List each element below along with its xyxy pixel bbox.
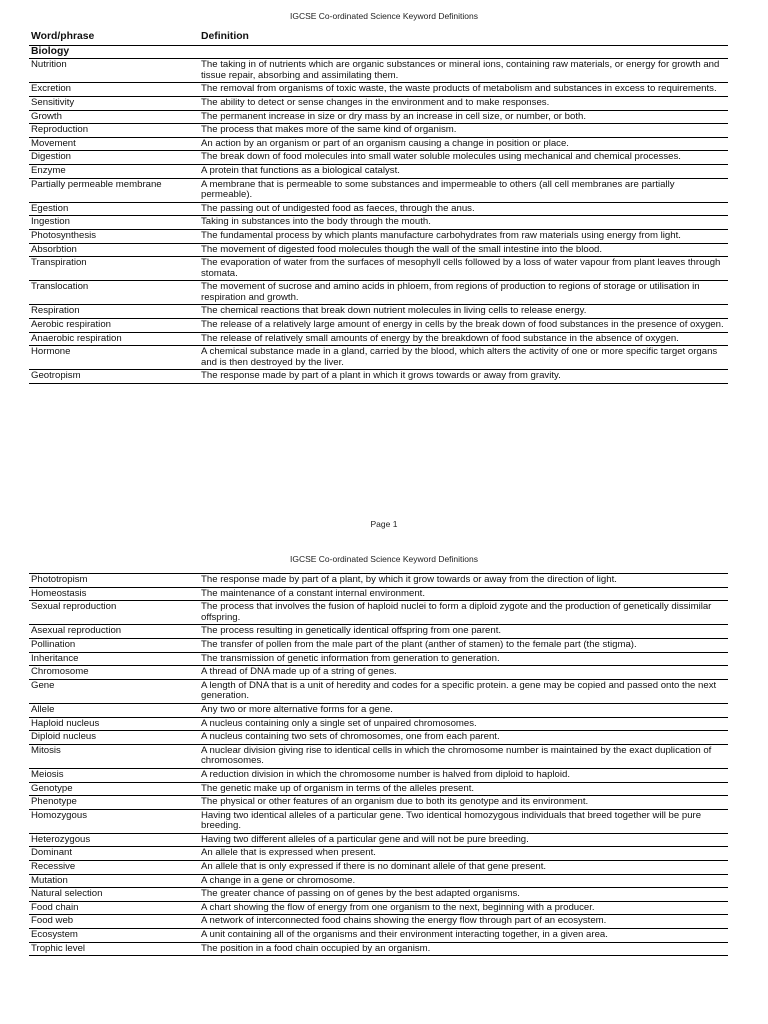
keyword-definition: A thread of DNA made up of a string of genes. [199, 666, 728, 680]
table-row [29, 216, 728, 230]
keyword-term: Gene [29, 679, 199, 703]
keyword-term: Genotype [29, 782, 199, 796]
keyword-definition: An allele that is expressed when present. [199, 847, 728, 861]
keyword-definition: Having two different alleles of a particular gene and will not be pure breeding. [199, 833, 728, 847]
keyword-term: Egestion [29, 202, 199, 216]
section-heading: Biology [29, 45, 199, 59]
table-row [29, 151, 728, 165]
table-row [29, 796, 728, 810]
keyword-definition: An allele that is only expressed if there is no dominant allele of that gene present. [199, 861, 728, 875]
keyword-definition: The genetic make up of organism in terms of the alleles present. [199, 782, 728, 796]
table-row [29, 587, 728, 601]
table-row [29, 666, 728, 680]
section-heading-row [29, 45, 728, 59]
keyword-term: Homeostasis [29, 587, 199, 601]
keyword-definition: The fundamental process by which plants manufacture carbohydrates from raw materials using energy from light. [199, 229, 728, 243]
keyword-definition: The break down of food molecules into small water soluble molecules using mechanical and chemical processes. [199, 151, 728, 165]
keyword-definition: The movement of sucrose and amino acids in phloem, from regions of production to regions of storage or utilisation in respiration and growth. [199, 281, 728, 305]
keyword-definition: A nucleus containing two sets of chromosomes, one from each parent. [199, 731, 728, 745]
table-row [29, 96, 728, 110]
table-row [29, 346, 728, 370]
table-row [29, 744, 728, 768]
table-row [29, 137, 728, 151]
table-row [29, 243, 728, 257]
keyword-definition: The position in a food chain occupied by an organism. [199, 942, 728, 956]
keyword-definition: The transfer of pollen from the male part of the plant (anther of stamen) to the female part (the stigma). [199, 638, 728, 652]
keyword-definition: The greater chance of passing on of genes by the best adapted organisms. [199, 888, 728, 902]
keyword-term: Meiosis [29, 768, 199, 782]
keyword-term: Chromosome [29, 666, 199, 680]
table-row [29, 717, 728, 731]
keyword-definition: A protein that functions as a biological catalyst. [199, 164, 728, 178]
table-row [29, 257, 728, 281]
table-row [29, 782, 728, 796]
keyword-term: Partially permeable membrane [29, 178, 199, 202]
keyword-term: Trophic level [29, 942, 199, 956]
table-row [29, 305, 728, 319]
keyword-term: Aerobic respiration [29, 319, 199, 333]
table-row [29, 625, 728, 639]
keyword-definition: The process that involves the fusion of haploid nuclei to form a diploid zygote and the production of genetically dissimilar offspring. [199, 601, 728, 625]
keyword-term: Enzyme [29, 164, 199, 178]
keyword-term: Geotropism [29, 370, 199, 384]
keyword-definition: A network of interconnected food chains showing the energy flow through part of an ecosystem. [199, 915, 728, 929]
keyword-definition: A chart showing the flow of energy from one organism to the next, beginning with a producer. [199, 901, 728, 915]
table-row [29, 929, 728, 943]
keyword-term: Sexual reproduction [29, 601, 199, 625]
keyword-term: Natural selection [29, 888, 199, 902]
keyword-definition: A unit containing all of the organisms and their environment interacting together, in a given area. [199, 929, 728, 943]
keyword-definition: The removal from organisms of toxic waste, the waste products of metabolism and substances in excess to requirements. [199, 83, 728, 97]
keyword-definition: The ability to detect or sense changes in the environment and to make responses. [199, 96, 728, 110]
keyword-definition: Having two identical alleles of a particular gene. Two identical homozygous individuals that breed together will be pure breeding. [199, 809, 728, 833]
table-row [29, 847, 728, 861]
table-row [29, 178, 728, 202]
page-2-header: IGCSE Co-ordinated Science Keyword Definitions [289, 554, 479, 564]
column-header-definition: Definition [199, 30, 728, 45]
table-row [29, 942, 728, 956]
keyword-definition: The physical or other features of an organism due to both its genotype and its environment. [199, 796, 728, 810]
keyword-definition: A reduction division in which the chromosome number is halved from diploid to haploid. [199, 768, 728, 782]
table-row [29, 833, 728, 847]
keyword-definition: The maintenance of a constant internal environment. [199, 587, 728, 601]
table-row [29, 319, 728, 333]
keyword-term: Food web [29, 915, 199, 929]
table-row [29, 59, 728, 83]
table-row [29, 768, 728, 782]
keyword-definition: The response made by part of a plant, by which it grow towards or away from the direction of light. [199, 574, 728, 588]
keyword-term: Anaerobic respiration [29, 332, 199, 346]
keyword-definition: The transmission of genetic information from generation to generation. [199, 652, 728, 666]
table-row [29, 83, 728, 97]
keyword-term: Phototropism [29, 574, 199, 588]
keyword-definition: A membrane that is permeable to some substances and impermeable to others (all cell membranes are partially permeable). [199, 178, 728, 202]
keyword-term: Photosynthesis [29, 229, 199, 243]
keyword-term: Diploid nucleus [29, 731, 199, 745]
definitions-table-page-1 [29, 30, 728, 384]
keyword-term: Movement [29, 137, 199, 151]
keyword-definition: The process resulting in genetically identical offspring from one parent. [199, 625, 728, 639]
column-header-word: Word/phrase [29, 30, 199, 45]
keyword-definition: The passing out of undigested food as faeces, through the anus. [199, 202, 728, 216]
keyword-definition: A nucleus containing only a single set of unpaired chromosomes. [199, 717, 728, 731]
table-row [29, 809, 728, 833]
table-row [29, 901, 728, 915]
keyword-term: Digestion [29, 151, 199, 165]
keyword-definition: The taking in of nutrients which are organic substances or mineral ions, containing raw materials, or energy for growth and tissue repair, absorbing and assimilating them. [199, 59, 728, 83]
keyword-term: Phenotype [29, 796, 199, 810]
keyword-term: Homozygous [29, 809, 199, 833]
keyword-definition: Any two or more alternative forms for a gene. [199, 703, 728, 717]
keyword-definition: The chemical reactions that break down nutrient molecules in living cells to release energy. [199, 305, 728, 319]
keyword-definition: The permanent increase in size or dry mass by an increase in cell size, or number, or both. [199, 110, 728, 124]
table-row [29, 915, 728, 929]
table-row [29, 124, 728, 138]
keyword-definition: Taking in substances into the body through the mouth. [199, 216, 728, 230]
keyword-term: Ecosystem [29, 929, 199, 943]
keyword-definition: A length of DNA that is a unit of heredity and codes for a specific protein. a gene may be copied and passed onto the next generation. [199, 679, 728, 703]
keyword-term: Translocation [29, 281, 199, 305]
keyword-definition: A chemical substance made in a gland, carried by the blood, which alters the activity of one or more specific target organs and is then destroyed by the liver. [199, 346, 728, 370]
definitions-table-page-2 [29, 573, 728, 956]
table-row [29, 874, 728, 888]
keyword-term: Transpiration [29, 257, 199, 281]
keyword-definition: A change in a gene or chromosome. [199, 874, 728, 888]
keyword-term: Recessive [29, 861, 199, 875]
table-row [29, 229, 728, 243]
keyword-definition: The process that makes more of the same kind of organism. [199, 124, 728, 138]
table-row [29, 679, 728, 703]
table-row [29, 861, 728, 875]
keyword-definition: An action by an organism or part of an organism causing a change in position or place. [199, 137, 728, 151]
keyword-term: Allele [29, 703, 199, 717]
table-row [29, 888, 728, 902]
table-row [29, 370, 728, 384]
keyword-term: Excretion [29, 83, 199, 97]
keyword-term: Growth [29, 110, 199, 124]
table-row [29, 281, 728, 305]
table-row [29, 731, 728, 745]
keyword-term: Mitosis [29, 744, 199, 768]
keyword-term: Hormone [29, 346, 199, 370]
table-row [29, 703, 728, 717]
keyword-term: Dominant [29, 847, 199, 861]
keyword-term: Ingestion [29, 216, 199, 230]
keyword-term: Heterozygous [29, 833, 199, 847]
keyword-definition: The response made by part of a plant in which it grows towards or away from gravity. [199, 370, 728, 384]
keyword-term: Sensitivity [29, 96, 199, 110]
keyword-term: Food chain [29, 901, 199, 915]
table-row [29, 638, 728, 652]
keyword-definition: The release of a relatively large amount of energy in cells by the break down of food substances in the presence of oxygen. [199, 319, 728, 333]
table-row [29, 332, 728, 346]
keyword-term: Asexual reproduction [29, 625, 199, 639]
table-row [29, 164, 728, 178]
table-row [29, 110, 728, 124]
table-row [29, 202, 728, 216]
table-row [29, 574, 728, 588]
table-header-row [29, 30, 728, 45]
keyword-definition: The release of relatively small amounts of energy by the breakdown of food substance in the absence of oxygen. [199, 332, 728, 346]
keyword-term: Absorbtion [29, 243, 199, 257]
keyword-term: Mutation [29, 874, 199, 888]
keyword-term: Nutrition [29, 59, 199, 83]
keyword-definition: The movement of digested food molecules though the wall of the small intestine into the blood. [199, 243, 728, 257]
keyword-definition: The evaporation of water from the surfaces of mesophyll cells followed by a loss of water vapour from plant leaves through stomata. [199, 257, 728, 281]
table-row [29, 652, 728, 666]
keyword-term: Haploid nucleus [29, 717, 199, 731]
keyword-term: Reproduction [29, 124, 199, 138]
keyword-definition: A nuclear division giving rise to identical cells in which the chromosome number is maintained by the exact duplication of chromosomes. [199, 744, 728, 768]
keyword-term: Inheritance [29, 652, 199, 666]
keyword-term: Pollination [29, 638, 199, 652]
table-row [29, 601, 728, 625]
page-1-header: IGCSE Co-ordinated Science Keyword Definitions [289, 11, 479, 21]
page-number: Page 1 [370, 519, 398, 529]
keyword-term: Respiration [29, 305, 199, 319]
